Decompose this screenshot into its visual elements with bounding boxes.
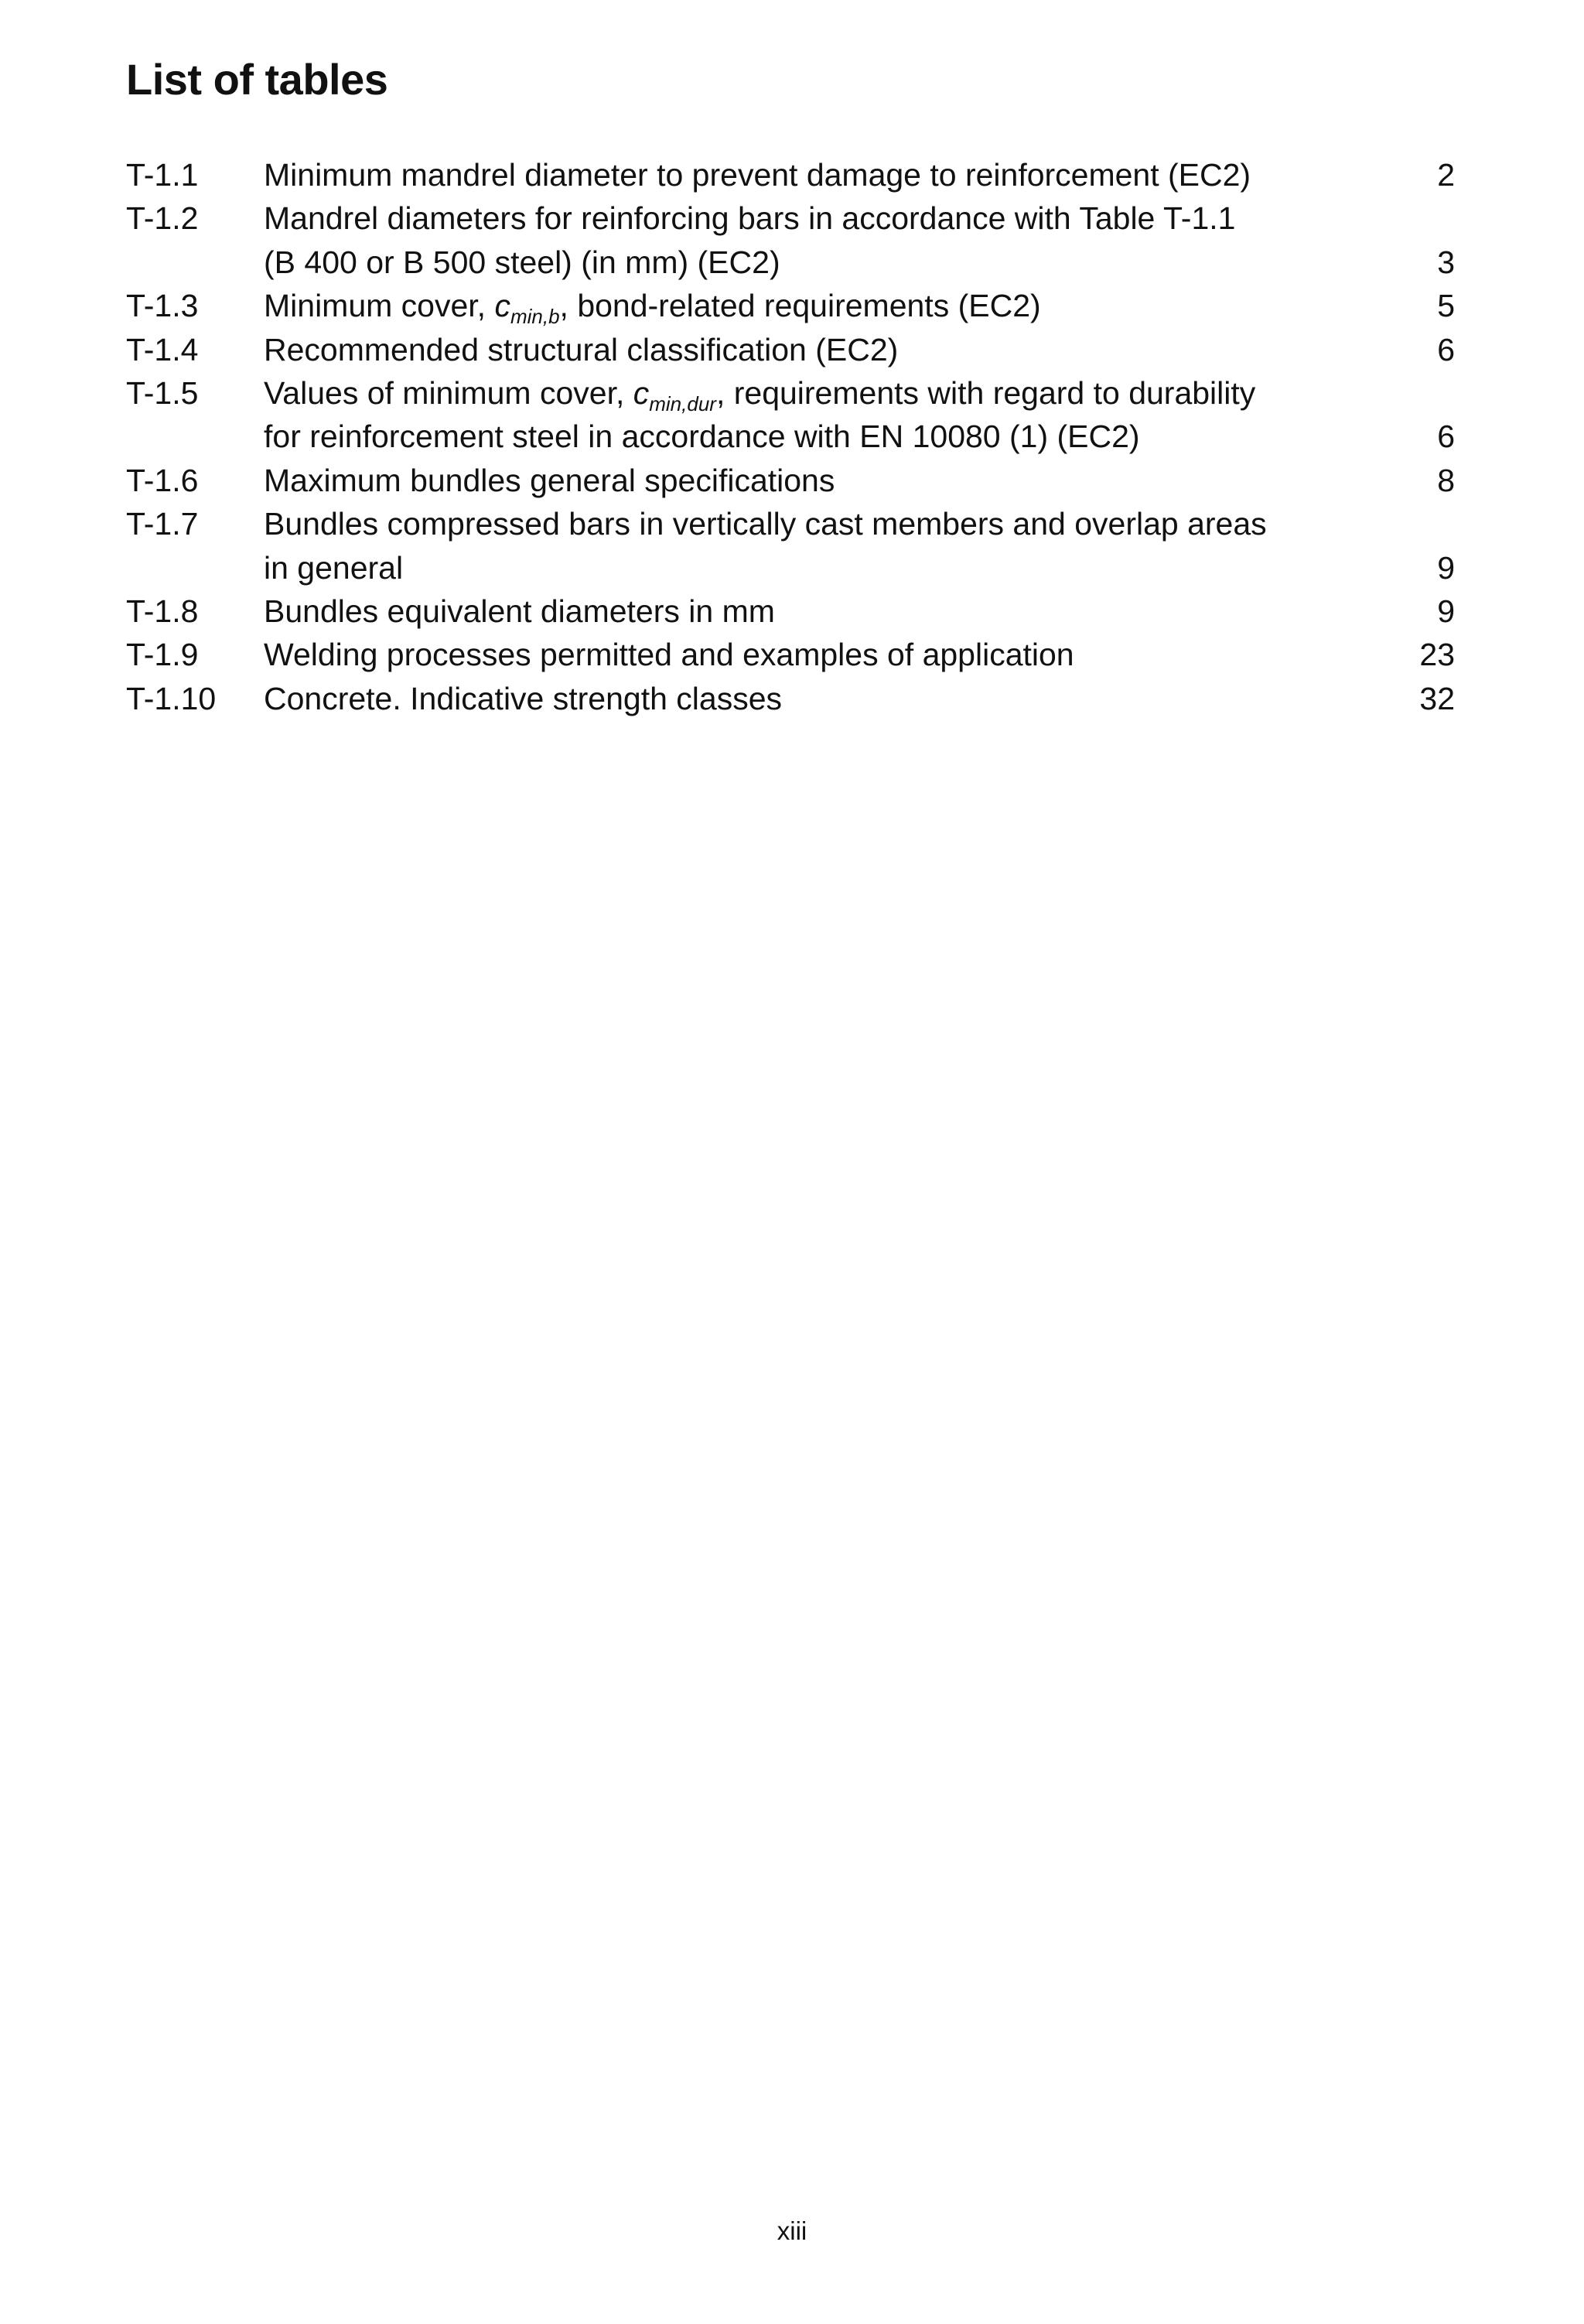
caption-text: , bond-related requirements (EC2) [559, 288, 1041, 324]
table-number: T-1.7 [126, 506, 199, 542]
table-number: T-1.4 [126, 331, 199, 367]
table-number: T-1.5 [126, 375, 199, 412]
caption-line: Welding processes permitted and examples of application [264, 637, 1074, 673]
caption-line [264, 371, 1401, 415]
caption-text: Values of minimum cover, [264, 375, 633, 412]
caption-text: , requirements with regard to durability [715, 375, 1256, 412]
page-ref: 5 [1437, 288, 1455, 324]
table-number: T-1.8 [126, 593, 199, 630]
table-number: T-1.2 [126, 200, 199, 237]
math-symbol: c [633, 375, 650, 412]
list-item[interactable] [126, 197, 1456, 284]
list-item[interactable] [126, 328, 1456, 371]
list-item[interactable] [126, 459, 1456, 502]
table-caption [264, 328, 1401, 371]
math-symbol: c [494, 288, 510, 324]
table-caption [264, 284, 1401, 327]
caption-line: for reinforcement steel in accordance with EN 10080 (1) (EC2) [264, 419, 1140, 455]
caption-line: Maximum bundles general specifications [264, 462, 835, 498]
page-ref: 2 [1437, 157, 1455, 193]
math-subscript: min,dur [649, 392, 716, 416]
table-caption [264, 590, 1401, 633]
caption-line [264, 284, 1401, 327]
list-of-tables [126, 153, 1456, 720]
table-caption [264, 459, 1401, 502]
list-item[interactable] [126, 284, 1456, 327]
table-caption [264, 677, 1401, 720]
list-item[interactable] [126, 153, 1456, 197]
caption-line: Concrete. Indicative strength classes [264, 680, 782, 716]
caption-line: in general [264, 549, 404, 586]
caption-line: Bundles compressed bars in vertically cast members and overlap areas [264, 506, 1267, 542]
table-number: T-1.6 [126, 462, 199, 498]
list-item[interactable] [126, 633, 1456, 676]
page-ref: 6 [1437, 331, 1455, 367]
table-caption [264, 197, 1401, 284]
list-item[interactable] [126, 590, 1456, 633]
page-ref: 9 [1437, 593, 1455, 630]
page-ref: 23 [1419, 637, 1455, 673]
page-ref: 3 [1437, 244, 1455, 280]
caption-text: Minimum cover, [264, 288, 495, 324]
list-item[interactable] [126, 677, 1456, 720]
caption-line: Minimum mandrel diameter to prevent damage to reinforcement (EC2) [264, 157, 1251, 193]
table-caption [264, 502, 1401, 590]
math-subscript: min,b [510, 305, 560, 329]
caption-line: Bundles equivalent diameters in mm [264, 593, 775, 630]
table-number: T-1.1 [126, 157, 199, 193]
caption-line: Recommended structural classification (EC2) [264, 331, 899, 367]
page-ref: 6 [1437, 419, 1455, 455]
table-number: T-1.3 [126, 288, 199, 324]
list-item[interactable] [126, 502, 1456, 590]
table-caption [264, 153, 1401, 197]
page-ref: 8 [1437, 462, 1455, 498]
table-caption [264, 371, 1401, 459]
caption-line: Mandrel diameters for reinforcing bars in accordance with Table T-1.1 [264, 200, 1236, 237]
list-item[interactable] [126, 371, 1456, 459]
page-ref: 32 [1419, 680, 1455, 716]
page-ref: 9 [1437, 549, 1455, 586]
caption-line: (B 400 or B 500 steel) (in mm) (EC2) [264, 244, 780, 280]
table-number: T-1.10 [126, 680, 217, 716]
page-number: xiii [777, 2216, 807, 2245]
table-caption [264, 633, 1401, 676]
page-title: List of tables [126, 55, 388, 104]
table-number: T-1.9 [126, 637, 199, 673]
